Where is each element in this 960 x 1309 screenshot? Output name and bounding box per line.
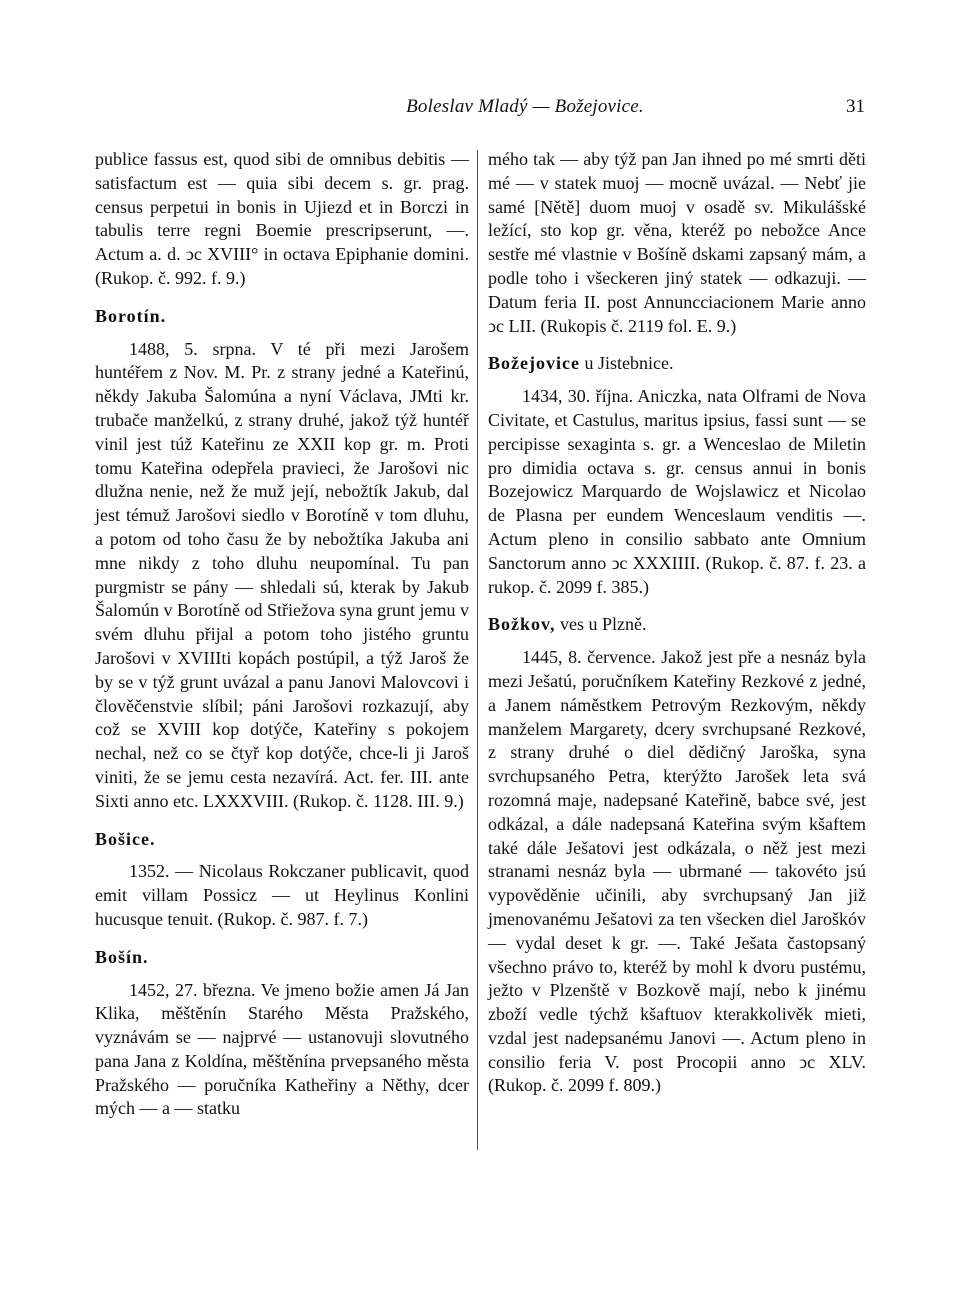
column-divider xyxy=(477,150,478,1150)
left-column xyxy=(95,148,469,1121)
page-number: 31 xyxy=(846,96,865,117)
bosin-paragraph: 1452, 27. března. Ve jmeno božie amen Já Jan Klika, měštěnín Starého Města Pražského, vyznávám se — najprvé — ustanovuji slovutného pana Jana z Koldína, měštěnína prvepsaného města Pražského — poručníka Katheřiny a Něthy, dcer mých — a — statku xyxy=(95,979,469,1119)
bosice-paragraph: 1352. — Nicolaus Rokczaner publicavit, quod emit villam Possicz — ut Heylinus Konlini hucusque tenuit. (Rukop. č. 987. f. 7.) xyxy=(95,861,469,929)
bozejovice-subtitle: u Jistebnice. xyxy=(579,353,674,374)
borotin-heading: Borotín. xyxy=(95,305,167,326)
running-title: Boleslav Mladý — Božejovice. xyxy=(406,96,644,117)
bozejovice-heading xyxy=(488,352,866,376)
bozkov-title: Božkov, xyxy=(488,614,556,635)
intro-paragraph: publice fassus est, quod sibi de omnibus debitis — satisfactum est — quia sibi decem s. gr. prag. census perpetui in bonis in Ujiezd et in Borczi in tabulis terre regni Boemie prescripserunt, —. Actum a. d. ↄc XVIII° in octava Epiphanie domini. (Rukop. č. 992. f. 9.) xyxy=(95,149,469,288)
right-column xyxy=(488,148,866,1098)
bosin-continuation: mého tak — aby týž pan Jan ihned po mé smrti děti mé — v statek muoj — mocně uvázal. — Nebť jie samé [Nětě] duom muoj v osadě sv. Mikulášské ležící, sto kop gr. věna, kteréž po nebožce Ance sestře mé vlastnie v Bošíně dskami zapsaný mám, a podle toho i všeckeren jiný statek — odkazuji. — Datum feria II. post Annuncciacionem Marie anno ↄc LII. (Rukopis č. 2119 fol. E. 9.) xyxy=(488,149,866,336)
bosin-heading: Bošín. xyxy=(95,946,149,967)
borotin-paragraph: 1488, 5. srpna. V té při mezi Jarošem huntéřem z Nov. M. Pr. z strany jedné a Kateřinú, někdy Jakuba Šalomúna a nyní Václava, JMti kr. trubače manželkú, z strany druhé, jakož týž huntéř vinil jest túž Kateřinu ze XXII kop gr. m. Proti tomu Kateřina odepřela pravieci, že Jarošovi nic dlužna nenie, než že muž její, nebožtík Jakub, dal jest témuž Jarošovi siedlo v Borotíně v tom dluhu, a potom od toho času že by nebožtíka Jakuba ani mne nikdy z toho dluhu neupomínal. Tu pan purgmistr se pány — shledali sú, kterak by Jakub Šalomún v Borotíně od Střiežova syna grunt jemu v svém dluhu přijal a potom toho jistého gruntu Jarošovi v XVIIIti kopách postúpil, a týž Jaroš že by se v týž grunt uvázal a panu Janovi Malovcovi i člověčenstvie slíbil; páni Jarošovi rozkazují, aby což se XVIII kop dotýče, Kateřiny s pokojem nechal, než co se čtyř kop dotýče, chce-li ji Jaroš viniti, že se jemu cesta nezavírá. Act. fer. III. ante Sixti anno etc. LXXXVIII. (Rukop. č. 1128. III. 9.) xyxy=(95,338,469,811)
bosice-heading: Bošice. xyxy=(95,828,156,849)
bozkov-paragraph: 1445, 8. července. Jakož jest pře a nesnáz byla mezi Ješatú, poručníkem Kateřiny Rezkové z jedné, a Janem náměstkem Petrovým Rezkovým, někdy manželem Margarety, dcery svrchupsané Rezkové, z strany druhé o diel dědičný Jaroška, syna svrchupsaného Petra, kterýžto Jarošek leta svá rozomná maje, nadepsané Kateřině, babce své, jest odkázal, a dále nadepsaná Kateřina svým kšaftem také dále Ješatovi jest odkázala, o něž jest mezi stranami nesnáz byla — ubrmané — takovéto jsú vypověděnie učinili, aby svrchupsaný Jan již jmenovanému Ješatovi za ten všecken diel Jaroškóv — vydal deset k gr. —. Také Ješata častopsaný všechno právo to, kteréž by mohl k dvoru pustému, ježto v Plzenště v Bozkově mají, nebo k jinému zboží vedle týchž kšaftuov kterakkolivěk mieti, vzdal jest nadepsanému Janovi —. Actum pleno in consilio feria V. post Procopii anno ↄc XLV. (Rukop. č. 2099 f. 809.) xyxy=(488,647,866,1096)
bozkov-heading xyxy=(488,613,866,637)
page-header xyxy=(95,96,865,126)
bozejovice-title: Božejovice xyxy=(488,353,580,374)
bozkov-subtitle: ves u Plzně. xyxy=(555,614,647,635)
bozejovice-paragraph: 1434, 30. října. Aniczka, nata Olframi de Nova Civitate, et Castulus, maritus ipsius, fassi sunt — se percipisse sexaginta s. gr. a Wenceslao de Miletin pro dimidia octava s. gr. census annui in bonis Bozejowicz Marquardo de Wojslawicz et Nicolao de Plasna per eundem Wenceslaum venditis —. Actum pleno in consilio sabbato ante Omnium Sanctorum anno ↄc XXXIIII. (Rukop. č. 87. f. 23. a rukop. č. 2099 f. 385.) xyxy=(488,386,866,597)
